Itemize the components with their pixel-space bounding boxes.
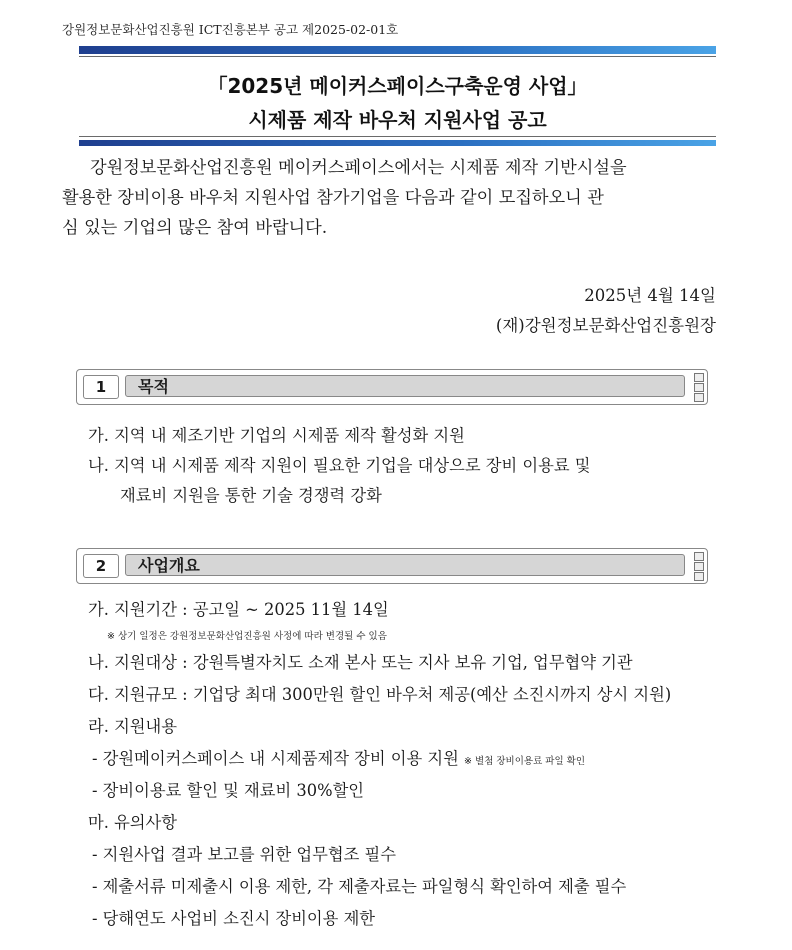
section-2-title: 사업개요 [125, 554, 685, 576]
section-2-item-ma-2: - 제출서류 미제출시 이용 제한, 각 제출자료는 파일형식 확인하여 제출 필수 [92, 877, 627, 896]
section-2-item-ra-1-note: ※ 별첨 장비이용료 파일 확인 [464, 756, 586, 767]
section-1-header [76, 369, 708, 405]
title-line-1: 「2025년 메이커스페이스구축운영 사업」 [207, 74, 588, 98]
section-2-header [76, 548, 708, 584]
section-2-number: 2 [83, 554, 119, 578]
section-2-item-ra-1-text: - 강원메이커스페이스 내 시제품제작 장비 이용 지원 [92, 749, 459, 768]
section-2-item-ra-2: - 장비이용료 할인 및 재료비 30%할인 [92, 781, 365, 800]
section-2-item-da: 다. 지원규모 : 기업당 최대 300만원 할인 바우처 제공(예산 소진시까지 상시 지원) [88, 685, 672, 704]
section-2-item-ma: 마. 유의사항 [88, 813, 177, 832]
title-top-rule [79, 56, 716, 57]
section-2-item-ra-1 [92, 745, 585, 769]
title-bottom-bar [79, 140, 716, 146]
intro-line-1: 강원정보문화산업진흥원 메이커스페이스에서는 시제품 제작 기반시설을 [90, 158, 627, 178]
notice-date: 2025년 4월 14일 [584, 286, 716, 305]
section-2-item-ga-note: ※ 상기 일정은 강원정보문화산업진흥원 사정에 따라 변경될 수 있음 [107, 631, 387, 642]
section-2-decoration [694, 552, 704, 582]
section-2-item-ga: 가. 지원기간 : 공고일 ~ 2025 11월 14일 [88, 600, 389, 619]
section-1-title: 목적 [125, 375, 685, 397]
issuing-org: (재)강원정보문화산업진흥원장 [495, 316, 716, 335]
section-2-item-ra: 라. 지원내용 [88, 717, 177, 736]
section-1-item-na-2: 재료비 지원을 통한 기술 경쟁력 강화 [120, 486, 382, 505]
section-2-item-ma-3: - 당해연도 사업비 소진시 장비이용 제한 [92, 909, 376, 928]
intro-paragraph [62, 153, 718, 243]
intro-line-3: 심 있는 기업의 많은 참여 바랍니다. [62, 218, 328, 238]
section-1-decoration [694, 373, 704, 403]
intro-line-2: 활용한 장비이용 바우처 지원사업 참가기업을 다음과 같이 모집하오니 관 [62, 188, 604, 208]
section-1-number: 1 [83, 375, 119, 399]
title-top-bar [79, 46, 716, 54]
title-line-2: 시제품 제작 바우처 지원사업 공고 [248, 108, 547, 132]
section-2-item-na: 나. 지원대상 : 강원특별자치도 소재 본사 또는 지사 보유 기업, 업무협약 기관 [88, 653, 633, 672]
section-2-item-ma-1: - 지원사업 결과 보고를 위한 업무협조 필수 [92, 845, 396, 864]
notice-id: 강원정보문화산업진흥원 ICT진흥본부 공고 제2025-02-01호 [62, 22, 399, 37]
section-1-item-ga: 가. 지역 내 제조기반 기업의 시제품 제작 활성화 지원 [88, 426, 465, 445]
section-1-item-na-1: 나. 지역 내 시제품 제작 지원이 필요한 기업을 대상으로 장비 이용료 및 [88, 456, 591, 475]
title-bottom-rule [79, 136, 716, 137]
